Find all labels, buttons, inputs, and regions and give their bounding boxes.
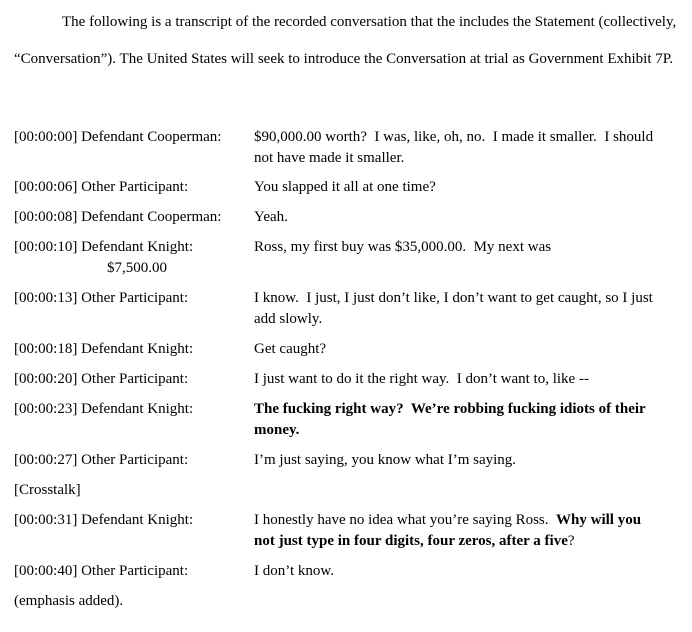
speaker-text: [00:00:20] Other Participant: [14,371,189,387]
speaker-text: [00:00:08] Defendant Cooperman: [14,209,222,225]
speech-segment: I just want to do it the right way. I don’t want to, like -- [254,371,589,387]
speaker-text: [00:00:06] Other Participant: [14,179,189,195]
speaker-label [14,591,254,612]
speaker-label [14,369,254,390]
speech-segment: I don’t know. [254,563,334,579]
speaker-label [14,450,254,471]
speaker-label [14,339,254,360]
speech-segment: Yeah. [254,209,288,225]
speaker-text: [Crosstalk] [14,482,81,498]
emphasized-text: Why will you not just type in four digits, four zeros, after a five [254,512,645,549]
speaker-label [14,480,254,501]
speaker-text: (emphasis added). [14,593,124,609]
speech-segment: I honestly have no idea what you’re saying Ross. [254,512,557,528]
speech-segment: I’m just saying, you know what I’m saying. [254,452,517,468]
speaker-label [14,127,254,148]
speech-segment: Ross, my first buy was $35,000.00. My next was [254,239,552,255]
speech-text [254,177,654,198]
emphasized-text: The fucking right way? We’re robbing fucking idiots of their money. [254,401,650,438]
speaker-text: [00:00:31] Defendant Knight: [14,512,194,528]
speech-text [254,510,654,551]
speaker-label [14,177,254,198]
speech-text [254,127,657,168]
speech-text [254,450,654,471]
speaker-label [14,399,254,420]
speaker-text: [00:00:10] Defendant Knight: [14,239,194,255]
speaker-text: [00:00:13] Other Participant: [14,290,189,306]
speaker-label [14,207,254,228]
speech-text [254,288,657,329]
speech-text [254,561,654,582]
speech-segment: ? [567,532,575,549]
speech-segment: You slapped it all at one time? [254,179,436,195]
speaker-text: [00:00:27] Other Participant: [14,452,189,468]
speech-text [254,369,654,390]
speaker-continuation: $7,500.00 [107,259,167,276]
speech-text [254,207,654,228]
speech-segment: Get caught? [254,341,327,357]
speaker-text: [00:00:00] Defendant Cooperman: [14,129,222,145]
speaker-text: [00:00:23] Defendant Knight: [14,401,194,417]
speaker-label [14,237,254,278]
speech-segment: I know. I just, I just don’t like, I don’t want to get caught, so I just add slowly. [254,290,657,327]
speaker-label [14,561,254,582]
speaker-text: [00:00:40] Other Participant: [14,563,189,579]
intro-text: The following is a transcript of the recorded conversation that the includes the Statement (collectively, “Conversation”). The United States will seek to introduce the Conversation at trial as Government Exhibit 7P. [14,14,677,67]
speech-segment: $90,000.00 worth? I was, like, oh, no. I made it smaller. I should not have made it smaller. [254,129,657,166]
speech-text [254,237,654,258]
speech-text [254,339,654,360]
speaker-label [14,510,254,531]
speech-text [254,399,654,440]
intro-paragraph [14,4,678,77]
speaker-text: [00:00:18] Defendant Knight: [14,341,194,357]
speaker-label [14,288,254,309]
